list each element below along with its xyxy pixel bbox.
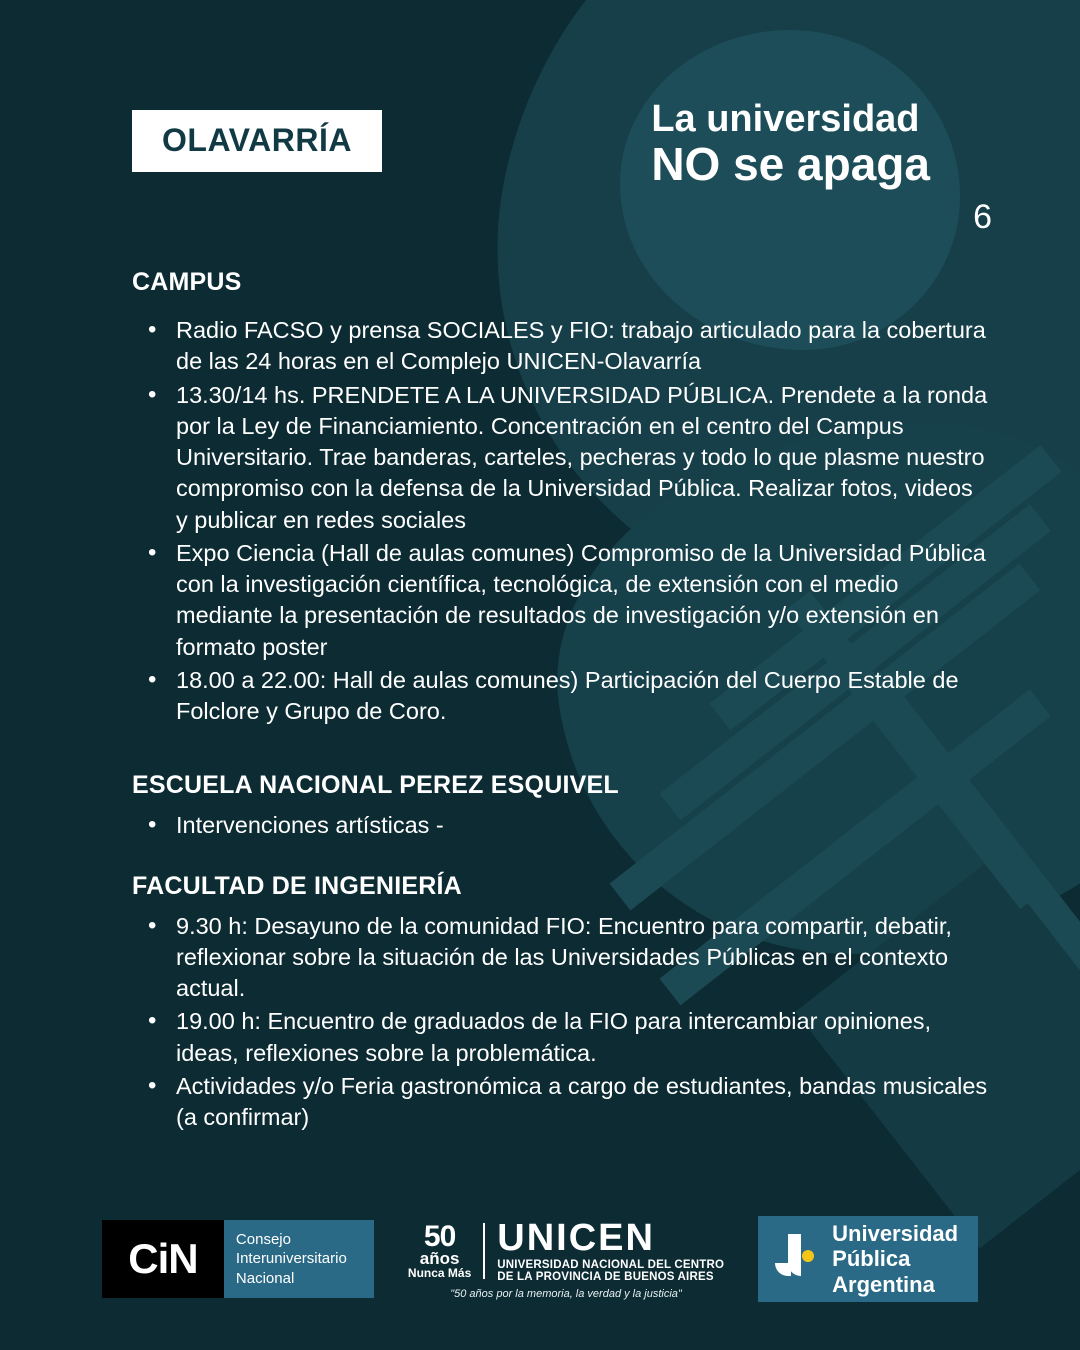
upa-line-3: Argentina [832,1271,935,1297]
upa-text-block [832,1221,958,1298]
list-item: • Expo Ciencia (Hall de aulas comunes) Compromiso de la Universidad Pública con la investigación científica, tecnológica, de extensión con el medio mediante la presentación de resultados de investigación y/o extensión en formato poster [140,538,988,663]
unicen-quote: "50 años por la memoria, la verdad y la justicia" [450,1287,682,1300]
upa-line-2: Pública [832,1246,911,1272]
city-badge: OLAVARRÍA [132,110,382,172]
section-spacer [132,731,988,771]
section-escuela-perez-esquivel [132,771,988,841]
list-item: • 18.00 a 22.00: Hall de aulas comunes) Participación del Cuerpo Estable de Folclore y Grupo de Coro. [140,665,988,728]
upa-dot [802,1250,814,1262]
upa-line-1: Universidad [832,1220,959,1246]
section-title: CAMPUS [132,268,242,296]
logo-universidad-publica-argentina [758,1216,978,1302]
page-number: 6 [973,198,992,236]
section-title: FACULTAD DE INGENIERÍA [132,871,462,900]
section-campus [132,268,988,727]
anniversary-subtitle: Nunca Más [407,1266,472,1280]
schedule-content [132,268,988,1137]
logo-cin [102,1220,374,1298]
cin-fullname [224,1220,374,1298]
campaign-slogan [651,100,930,188]
slogan-line-1: La universidad [651,98,920,140]
section-spacer [132,846,988,872]
section-facultad-ingenieria [132,872,988,1134]
cin-line-1: Consejo [235,1231,291,1249]
slogan-line-2: NO se apaga [651,137,930,190]
anniversary-number: 50 [423,1220,456,1253]
section-title: ESCUELA NACIONAL PEREZ ESQUIVEL [132,771,619,800]
unicen-name-block [497,1216,725,1283]
upa-emblem-icon [772,1230,818,1288]
list-item: • Intervenciones artísticas - [140,810,988,841]
unicen-logo-row [407,1216,725,1283]
unicen-wordmark: UNICEN [497,1216,655,1259]
footer-logos [0,1216,1080,1302]
logo-divider [483,1223,485,1279]
cin-line-2: Interuniversitario [235,1250,347,1268]
list-item: • 19.00 h: Encuentro de graduados de la FIO para intercambiar opiniones, ideas, reflexiones sobre la problemática. [140,1006,988,1069]
section-item-list [140,911,988,1134]
cin-wordmark: CiN [102,1220,224,1298]
unicen-subtitle-2: DE LA PROVINCIA DE BUENOS AIRES [497,1270,714,1283]
list-item: • 9.30 h: Desayuno de la comunidad FIO: Encuentro para compartir, debatir, reflexionar sobre la situación de las Universidades Públicas en el contexto actual. [140,911,988,1005]
list-item: • 13.30/14 hs. PRENDETE A LA UNIVERSIDAD PÚBLICA. Prendete a la ronda por la Ley de Financiamiento. Concentración en el centro del Campus Universitario. Trae banderas, carteles, pecheras y todo lo que plasme nuestro compromiso con la defensa de la Universidad Pública. Realizar fotos, videos y publicar en redes sociales [140,380,988,536]
cin-line-3: Nacional [235,1269,295,1287]
logo-unicen [408,1216,724,1302]
unicen-subtitle-1: UNIVERSIDAD NACIONAL DEL CENTRO [497,1258,725,1271]
list-item: • Actividades y/o Feria gastronómica a cargo de estudiantes, bandas musicales (a confirmar) [140,1071,988,1134]
anniversary-word: años [419,1249,460,1268]
list-item: • Radio FACSO y prensa SOCIALES y FIO: trabajo articulado para la cobertura de las 24 horas en el Complejo UNICEN-Olavarría [140,315,988,378]
unicen-anniversary-mark [408,1222,471,1279]
upa-letter-foot [775,1263,791,1276]
section-item-list [140,810,988,841]
section-item-list [140,315,988,727]
